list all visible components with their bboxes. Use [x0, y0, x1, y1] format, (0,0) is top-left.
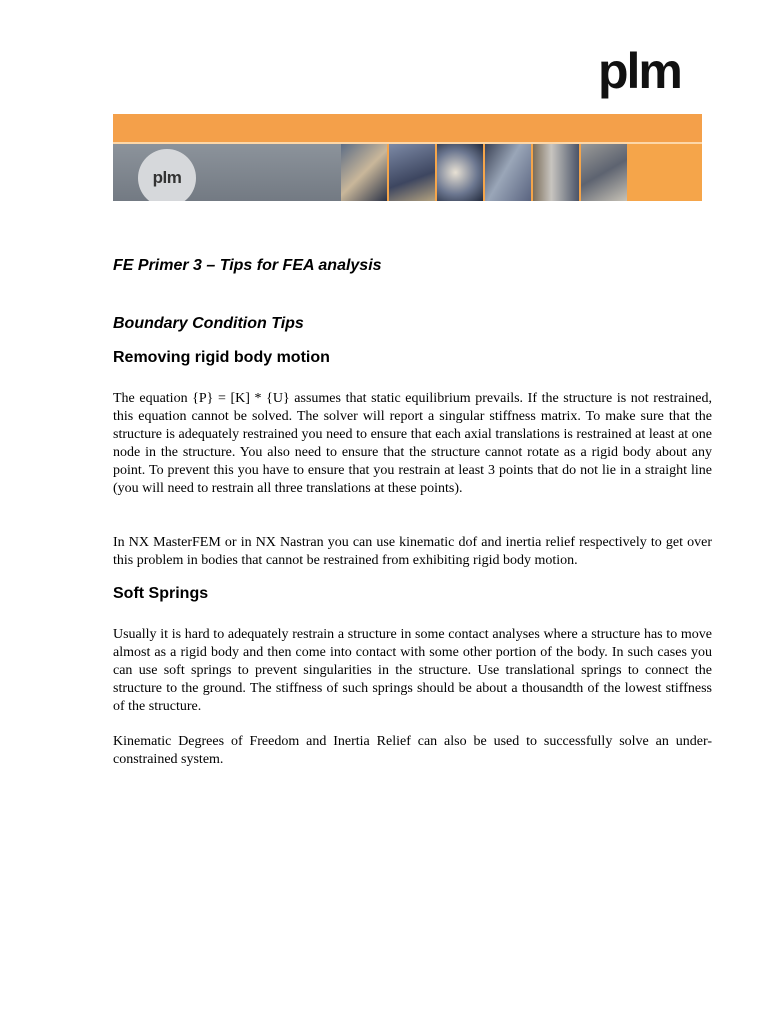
banner-right-block	[629, 144, 702, 201]
plm-logo: plm	[598, 43, 681, 99]
banner-orange-stripe	[113, 114, 702, 142]
header-banner	[113, 114, 702, 201]
banner-photo-1	[341, 144, 389, 201]
subsection-heading-soft-springs: Soft Springs	[113, 585, 209, 602]
banner-photo-2	[389, 144, 437, 201]
banner-photo-3	[437, 144, 485, 201]
banner-logo-badge	[138, 149, 196, 201]
banner-logo-text: plm	[152, 168, 182, 187]
subsection-heading-rigid-body: Removing rigid body motion	[113, 349, 330, 366]
banner-photo-strip	[341, 144, 629, 201]
paragraph: Usually it is hard to adequately restrain a structure in some contact analyses where a structure has to move almost as a rigid body and then come into contact with some other portion of the body. In such cases you can use soft springs to prevent singularities in the structure. Use translational springs to connect the structure to the ground. The stiffness of such springs should be about a thousandth of the lowest stiffness of the structure.	[113, 627, 712, 714]
banner-photo-6	[581, 144, 629, 201]
paragraph: In NX MasterFEM or in NX Nastran you can use kinematic dof and inertia relief respectively to get over this problem in bodies that cannot be restrained from exhibiting rigid body motion.	[113, 535, 712, 568]
paragraph: The equation {P} = [K] * {U} assumes that static equilibrium prevails. If the structure is not restrained, this equation cannot be solved. The solver will report a singular stiffness matrix. To make sure that the structure is adequately restrained you need to ensure that each axial translations is restrained at least at one node in the structure. You also need to ensure that the structure cannot rotate as a rigid body about any point. To prevent this you have to ensure that you restrain at least 3 points that do not lie in a straight line (you will need to restrain all three translations at these points).	[113, 391, 712, 496]
document-title: FE Primer 3 – Tips for FEA analysis	[113, 257, 382, 274]
banner-photo-4	[485, 144, 533, 201]
paragraph: Kinematic Degrees of Freedom and Inertia Relief can also be used to successfully solve an under-constrained system.	[113, 734, 712, 767]
section-heading: Boundary Condition Tips	[113, 315, 304, 332]
banner-photo-5	[533, 144, 581, 201]
